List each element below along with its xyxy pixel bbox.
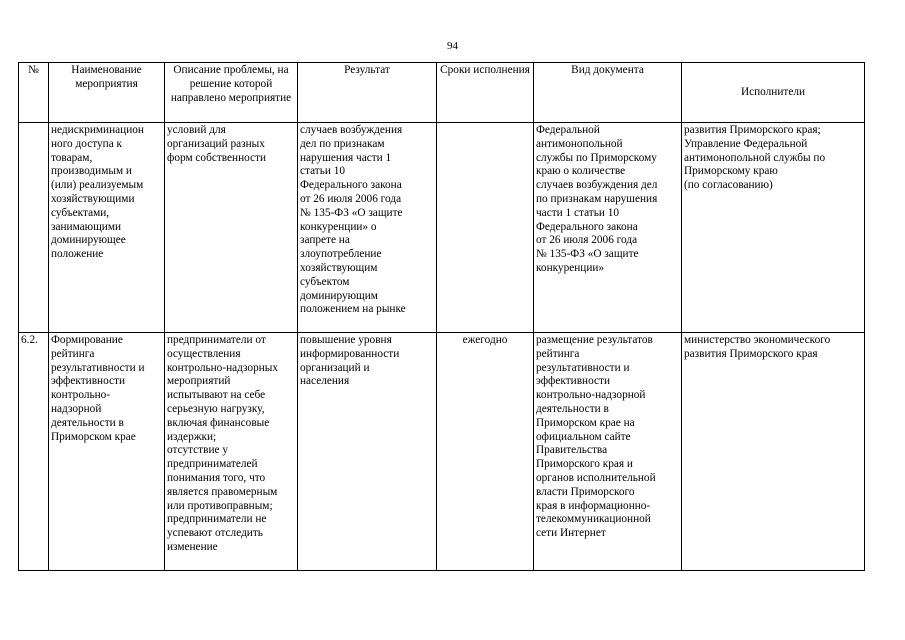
header-deadline: Сроки исполнения [437,63,534,123]
cell-result: повышение уровня информированности организаций и населения [298,333,437,571]
cell-executors: развития Приморского края; Управление Федеральной антимонопольной службы по Приморскому краю (по согласованию) [682,123,865,333]
cell-executors: министерство экономического развития Приморского края [682,333,865,571]
header-description: Описание проблемы, на решение которой направлено мероприятие [165,63,298,123]
header-executors: Исполнители [682,63,865,123]
page-number: 94 [447,40,458,52]
cell-deadline [437,123,534,333]
cell-doc-type: размещение результатов рейтинга результативности и эффективности контрольно-надзорной деятельности в Приморском крае на официальном сайте Правительства Приморского края и органов исполнительной власти Приморского края в информационно- телекоммуникационной сети Интернет [534,333,682,571]
cell-description: условий для организаций разных форм собственности [165,123,298,333]
cell-name: Формирование рейтинга результативности и эффективности контрольно- надзорной деятельности в Приморском крае [49,333,165,571]
header-result: Результат [298,63,437,123]
header-name: Наименование мероприятия [49,63,165,123]
header-row [19,63,865,123]
cell-doc-type: Федеральной антимонопольной службы по Приморскому краю о количестве случаев возбуждения дел по признакам нарушения части 1 статьи 10 Федерального закона от 26 июля 2006 года № 135-ФЗ «О защите конкуренции» [534,123,682,333]
cell-deadline: ежегодно [437,333,534,571]
table-row [19,333,865,571]
cell-num: 6.2. [19,333,49,571]
cell-description: предприниматели от осуществления контрольно-надзорных мероприятий испытывают на себе серьезную нагрузку, включая финансовые издержки; отсутствие у предпринимателей понимания того, что является правомерным или противоправным; предприниматели не успевают отследить изменение [165,333,298,571]
cell-result: случаев возбуждения дел по признакам нарушения части 1 статьи 10 Федерального закона от 26 июля 2006 года № 135-ФЗ «О защите конкуренции» о запрете на злоупотребление хозяйствующим субъектом доминирующим положением на рынке [298,123,437,333]
header-doc-type: Вид документа [534,63,682,123]
table-row [19,123,865,333]
header-num: № [19,63,49,123]
cell-num [19,123,49,333]
measures-table [18,62,865,571]
cell-name: недискриминацион ного доступа к товарам, производимым и (или) реализуемым хозяйствующими субъектами, занимающими доминирующее положение [49,123,165,333]
